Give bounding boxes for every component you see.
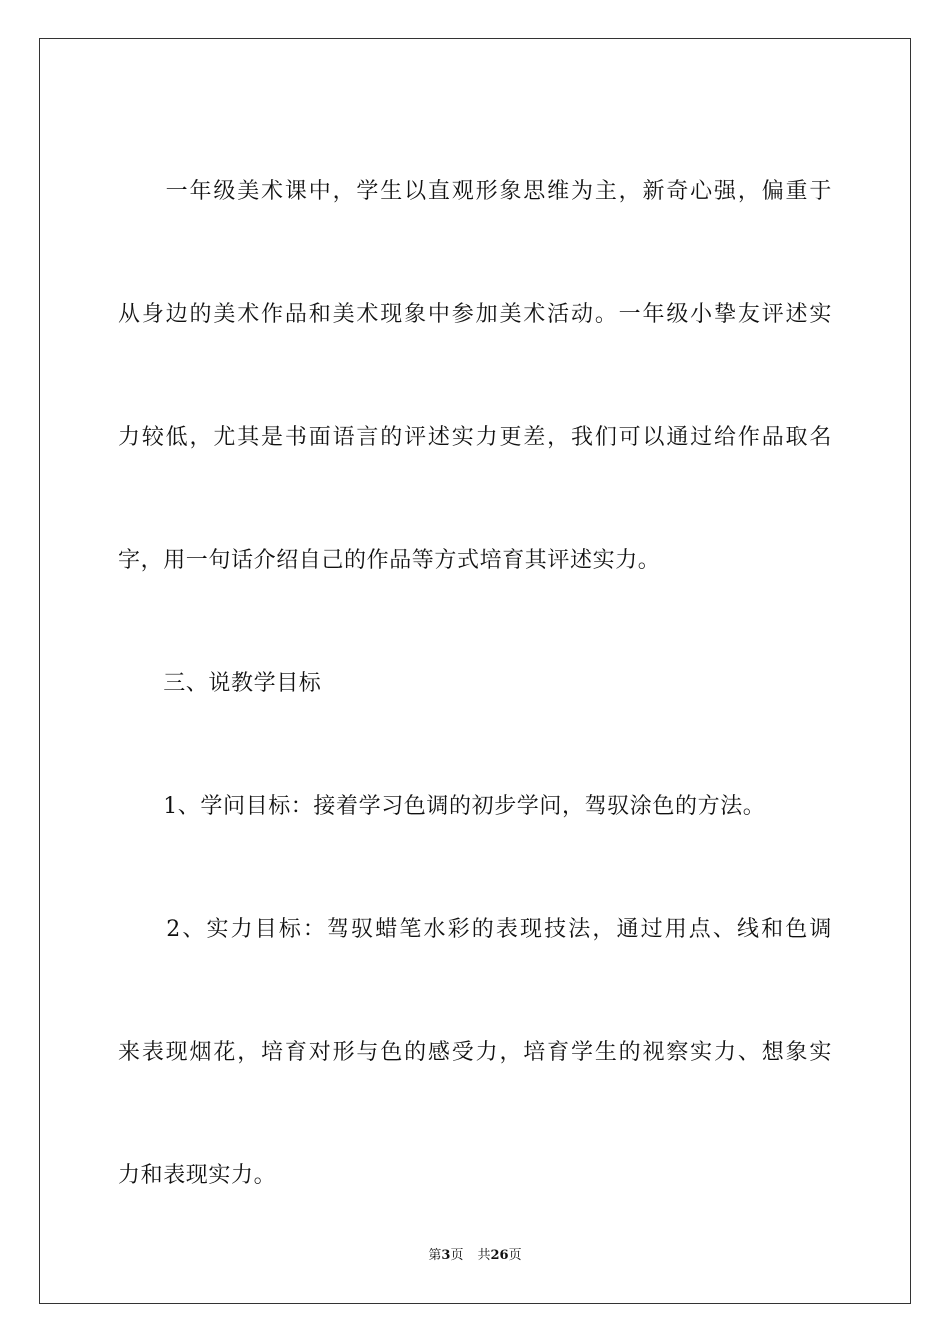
page-footer	[40, 1247, 910, 1265]
page-frame	[39, 38, 911, 1304]
text-line-1: 一年级美术课中，学生以直观形象思维为主，新奇心强，偏重于	[118, 179, 832, 204]
text-line-8: 来表现烟花，培育对形与色的感受力，培育学生的视察实力、想象实	[118, 1040, 832, 1065]
footer-page-prefix: 第	[428, 1248, 442, 1263]
text-line-7: 2、实力目标：驾驭蜡笔水彩的表现技法，通过用点、线和色调	[118, 917, 832, 942]
text-line-4: 字，用一句话介绍自己的作品等方式培育其评述实力。	[118, 548, 661, 573]
section-heading: 三、说教学目标	[118, 671, 322, 696]
footer-total-suffix: 页	[508, 1248, 522, 1263]
footer-total-prefix: 共	[477, 1248, 491, 1263]
footer-total-pages: 26	[490, 1248, 509, 1263]
footer-page-suffix: 页	[450, 1248, 464, 1263]
text-line-6: 1、学问目标：接着学习色调的初步学问，驾驭涂色的方法。	[118, 794, 766, 819]
text-line-3: 力较低，尤其是书面语言的评述实力更差，我们可以通过给作品取名	[118, 425, 832, 450]
text-line-2: 从身边的美术作品和美术现象中参加美术活动。一年级小挚友评述实	[118, 302, 832, 327]
footer-page-number: 3	[441, 1248, 451, 1263]
text-line-9: 力和表现实力。	[118, 1163, 277, 1188]
